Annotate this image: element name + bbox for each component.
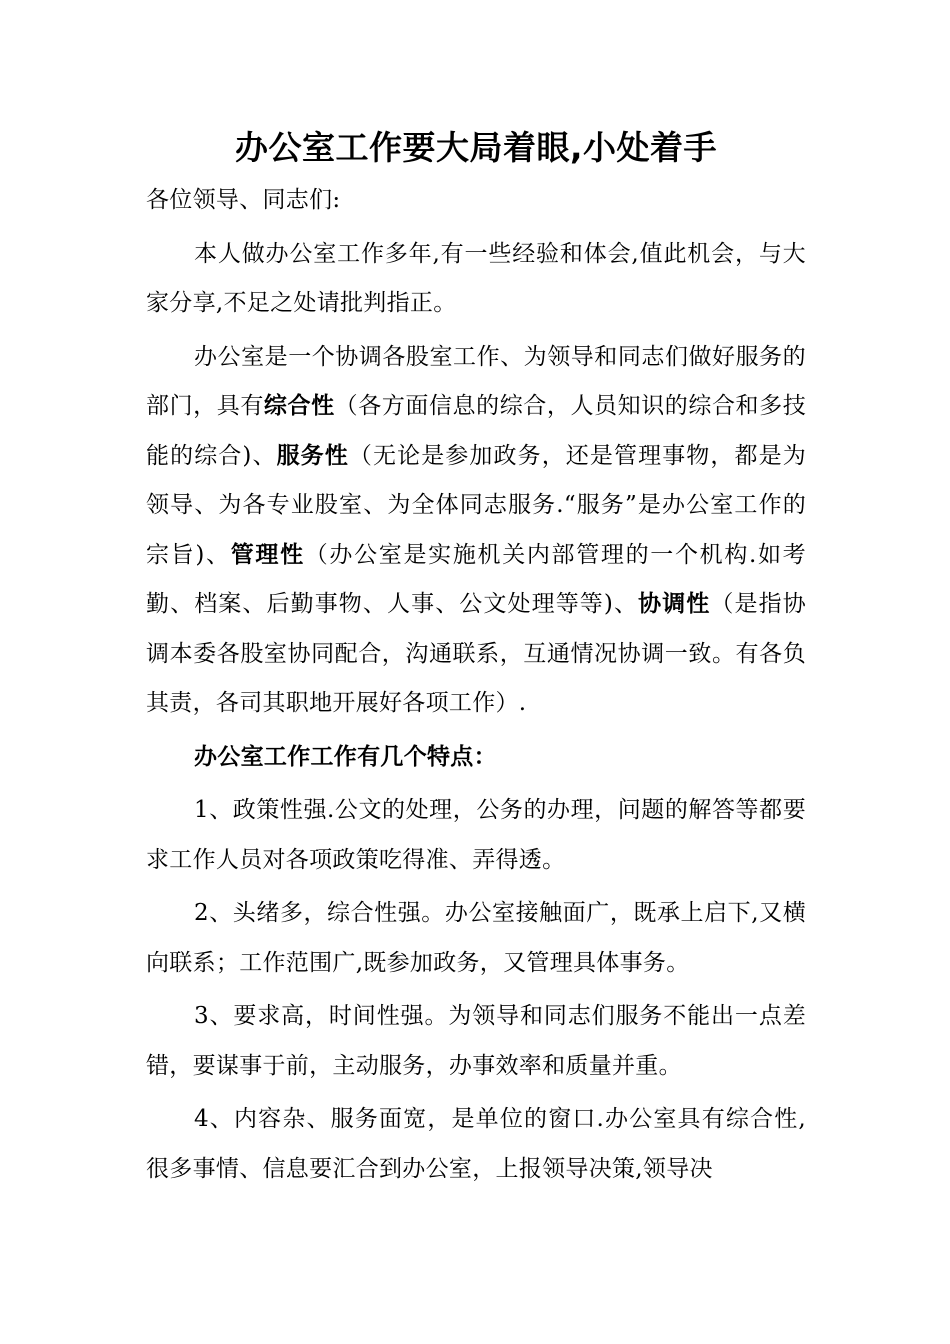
document-title: 办公室工作要大局着眼,小处着手: [234, 128, 718, 167]
feature-item-1: 1、政策性强.公文的处理，公务的办理，问题的解答等都要求工作人员对各项政策吃得准、弄得透。: [146, 797, 806, 873]
feature-item-4: 4、内容杂、服务面宽，是单位的窗口.办公室具有综合性,很多事情、信息要汇合到办公室，上报领导决策,领导决: [146, 1106, 806, 1182]
trait-service-desc: （无论是参加政务，还是管理事物，都是为领导、为各专业股室、为全体同志服务.“服务”是办公室工作的宗旨)、: [146, 442, 806, 568]
trait-coordination-desc: （是指协调本委各股室协同配合，沟通联系，互通情况协调一致。有各负其责，各司其职地开展好各项工作）.: [146, 591, 807, 716]
trait-comprehensive: 综合性: [263, 393, 335, 419]
nature-paragraph: [146, 333, 806, 729]
feature-item-2: 2、头绪多，综合性强。办公室接触面广，既承上启下,又横向联系；工作范围广,既参加政务，又管理具体事务。: [146, 900, 806, 976]
trait-service: 服务性: [276, 442, 349, 469]
intro-paragraph: 本人做办公室工作多年,有一些经验和体会,值此机会，与大家分享,不足之处请批判指正。: [146, 240, 806, 316]
trait-coordination: 协调性: [638, 591, 711, 617]
trait-management: 管理性: [230, 541, 305, 568]
nature-lead: 办公室是一个协调各股室工作、为领导和同志们做好服务的部门，具有: [146, 343, 806, 419]
feature-item-3: 3、要求高，时间性强。为领导和同志们服务不能出一点差错，要谋事于前，主动服务，办事效率和质量并重。: [146, 1003, 806, 1079]
features-heading: 办公室工作工作有几个特点：: [194, 743, 497, 770]
salutation: 各位领导、同志们:: [146, 187, 341, 213]
document-page: [146, 122, 806, 1194]
trait-comprehensive-desc: （各方面信息的综合，人员知识的综合和多技能的综合)、: [146, 393, 806, 469]
trait-management-desc: （办公室是实施机关内部管理的一个机构.如考勤、档案、后勤事物、人事、公文处理等等)、: [146, 541, 806, 617]
